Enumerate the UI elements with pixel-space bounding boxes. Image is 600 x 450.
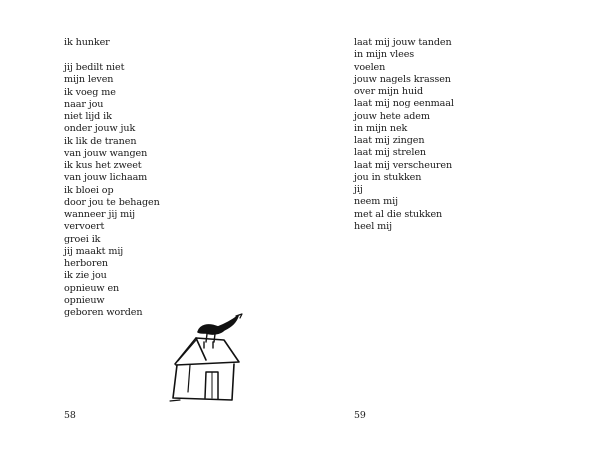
poem-line: van jouw wangen bbox=[64, 147, 148, 159]
poem-line: opnieuw en bbox=[64, 282, 120, 294]
poem-line: met al die stukken bbox=[354, 208, 443, 220]
poem-line: in mijn vlees bbox=[354, 49, 415, 61]
poem-line: vervoert bbox=[64, 221, 105, 233]
poem-line: ik zie jou bbox=[64, 270, 107, 282]
poem-line: van jouw lichaam bbox=[64, 172, 148, 184]
house-with-bird-drawing-icon bbox=[166, 312, 246, 404]
poem-line: laat mij zingen bbox=[354, 135, 425, 146]
poem-line: jouw nagels krassen bbox=[354, 73, 451, 85]
poem-line: onder jouw juk bbox=[64, 123, 136, 135]
poem-line: groei ik bbox=[64, 233, 101, 245]
poem-line: ik lik de tranen bbox=[64, 135, 137, 147]
poem-line: jou in stukken bbox=[354, 171, 422, 183]
poem-line: jij bbox=[354, 184, 363, 195]
poem-line: laat mij verscheuren bbox=[354, 159, 453, 171]
right-poem bbox=[354, 37, 454, 233]
poem-line: laat mij jouw tanden bbox=[354, 37, 452, 48]
poem-line: in mijn nek bbox=[354, 122, 408, 134]
poem-line: neem mij bbox=[354, 196, 399, 208]
poem-line: wanneer jij mij bbox=[64, 209, 135, 220]
poem-line: voelen bbox=[354, 61, 386, 73]
poem-line: jij maakt mij bbox=[64, 245, 124, 257]
poem-line: heel mij bbox=[354, 220, 392, 232]
right-page bbox=[300, 0, 600, 450]
poem-line: herboren bbox=[64, 258, 109, 269]
poem-line: ik kus het zweet bbox=[64, 160, 142, 171]
opening-line: ik hunker bbox=[64, 37, 110, 48]
poem-line: laat mij nog eenmaal bbox=[354, 98, 454, 110]
poem-line: jij bedilt niet bbox=[64, 62, 125, 73]
poem-line: laat mij strelen bbox=[354, 147, 426, 159]
poem-line: opnieuw bbox=[64, 294, 105, 306]
poem-line: niet lijd ik bbox=[64, 111, 112, 122]
poem-line: door jou te behagen bbox=[64, 196, 160, 208]
left-poem bbox=[64, 62, 160, 319]
page-number-right: 59 bbox=[354, 410, 366, 421]
poem-line: jouw hete adem bbox=[354, 110, 430, 122]
poem-line: ik bloei op bbox=[64, 184, 114, 196]
poem-line: geboren worden bbox=[64, 307, 143, 318]
poem-line: ik voeg me bbox=[64, 86, 116, 98]
page-number-left: 58 bbox=[64, 410, 76, 421]
poem-line: naar jou bbox=[64, 98, 104, 110]
poem-line: mijn leven bbox=[64, 74, 114, 86]
poem-line: over mijn huid bbox=[354, 86, 424, 97]
